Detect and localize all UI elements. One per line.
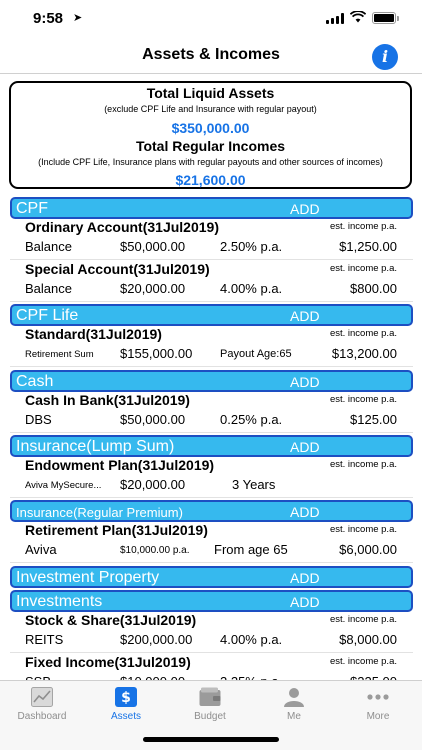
est-income-label: est. income p.a. [329,221,397,232]
list-item[interactable] [10,521,413,563]
list-item[interactable] [10,325,413,367]
person-icon [283,687,305,707]
wallet-icon [199,687,221,707]
wifi-icon [350,10,366,26]
add-button[interactable]: ADD [290,201,320,217]
est-income-label: est. income p.a. [329,614,397,625]
add-button[interactable]: ADD [290,439,320,455]
navigation-bar [0,40,422,74]
item-payout-age: Payout Age:65 [220,348,292,360]
item-label: Aviva [25,542,57,557]
add-button[interactable]: ADD [290,570,320,586]
item-title: Standard(31Jul2019) [25,326,162,342]
battery-icon [372,12,396,24]
item-amount: $200,000.00 [120,632,193,647]
item-rate: 4.00% p.a. [220,281,283,296]
total-liquid-assets-note: (exclude CPF Life and Insurance with regular payout) [104,104,317,114]
section-header-investment-property [10,566,413,588]
item-title: Cash In Bank(31Jul2019) [25,392,190,408]
item-title: Endowment Plan(31Jul2019) [25,457,215,473]
total-liquid-assets-amount: $350,000.00 [171,120,250,136]
item-premium: $10,000.00 p.a. [120,545,190,556]
section-title: Insurance(Lump Sum) [16,438,175,455]
item-amount: $20,000.00 [120,477,186,492]
est-income-label: est. income p.a. [329,459,397,470]
tab-dashboard[interactable] [0,681,84,731]
est-income-label: est. income p.a. [329,394,397,405]
home-indicator [143,737,279,742]
tab-label: Dashboard [17,711,67,722]
item-income: $8,000.00 [339,632,397,647]
item-income: $13,200.00 [331,346,397,361]
total-regular-incomes-note: (Include CPF Life, Insurance plans with regular payouts and other sources of incomes) [38,157,383,167]
tab-budget[interactable] [168,681,252,731]
section-header-insurance-regular-premium [10,500,413,522]
list-item[interactable] [10,456,413,498]
more-dots-icon [367,687,389,707]
tab-me[interactable] [252,681,336,731]
item-rate: 0.25% p.a. [220,412,283,427]
page-title: Assets & Incomes [142,46,280,63]
item-title: Stock & Share(31Jul2019) [25,612,197,628]
item-label: Retirement Sum [25,349,94,360]
location-arrow-icon: ➤ [73,12,83,24]
dollar-icon [115,687,137,707]
total-regular-incomes-amount: $21,600.00 [175,172,246,188]
item-title: Fixed Income(31Jul2019) [25,654,191,670]
item-amount: $155,000.00 [120,346,193,361]
item-income: $6,000.00 [339,542,397,557]
add-button[interactable]: ADD [290,594,320,610]
add-button[interactable]: ADD [290,374,320,390]
item-income: $800.00 [350,281,397,296]
est-income-label: est. income p.a. [329,328,397,339]
summary-card [9,81,412,189]
item-term: 3 Years [232,477,276,492]
section-header-cpf [10,197,413,219]
item-rate: 2.50% p.a. [220,239,283,254]
tab-label: Budget [194,711,226,722]
tab-more[interactable] [336,681,420,731]
item-amount: $20,000.00 [120,281,186,296]
item-title: Retirement Plan(31Jul2019) [25,522,208,538]
status-time: 9:58 [33,10,64,27]
item-income: $1,250.00 [339,239,397,254]
tab-label: Me [287,711,301,722]
item-title: Ordinary Account(31Jul2019) [25,219,219,235]
section-title: Cash [16,373,54,390]
tab-assets[interactable] [84,681,168,731]
list-item[interactable] [10,611,413,653]
item-amount: $50,000.00 [120,239,186,254]
item-label: Balance [25,281,72,296]
item-rate: 4.00% p.a. [220,632,283,647]
list-item[interactable] [10,391,413,433]
item-label: REITS [25,632,64,647]
list-item[interactable] [10,260,413,302]
item-title: Special Account(31Jul2019) [25,261,210,277]
est-income-label: est. income p.a. [329,524,397,535]
est-income-label: est. income p.a. [329,656,397,667]
cellular-signal-icon [326,13,344,24]
item-income: $125.00 [350,412,397,427]
section-header-cash [10,370,413,392]
tab-label: More [366,711,390,722]
section-title: Insurance(Regular Premium) [16,505,183,520]
status-bar [0,0,422,40]
section-title: Investment Property [16,569,160,586]
section-title: CPF Life [16,307,79,324]
total-liquid-assets-title: Total Liquid Assets [146,85,275,101]
total-regular-incomes-title: Total Regular Incomes [135,138,286,154]
section-header-investments [10,590,413,612]
svg-text:$: $ [121,690,131,706]
item-label: DBS [25,412,52,427]
section-header-cpf-life [10,304,413,326]
add-button[interactable]: ADD [290,308,320,324]
item-amount: $50,000.00 [120,412,186,427]
section-title: CPF [16,200,48,217]
list-item[interactable] [10,218,413,260]
est-income-label: est. income p.a. [329,263,397,274]
section-title: Investments [16,593,103,610]
info-icon[interactable]: i [372,44,398,70]
item-label: Balance [25,239,72,254]
item-label: Aviva MySecure... [25,480,102,491]
section-header-insurance-lump-sum [10,435,413,457]
item-start-age: From age 65 [214,542,288,557]
tab-label: Assets [110,711,141,722]
dashboard-chart-icon [31,687,53,707]
add-button[interactable]: ADD [290,504,320,520]
